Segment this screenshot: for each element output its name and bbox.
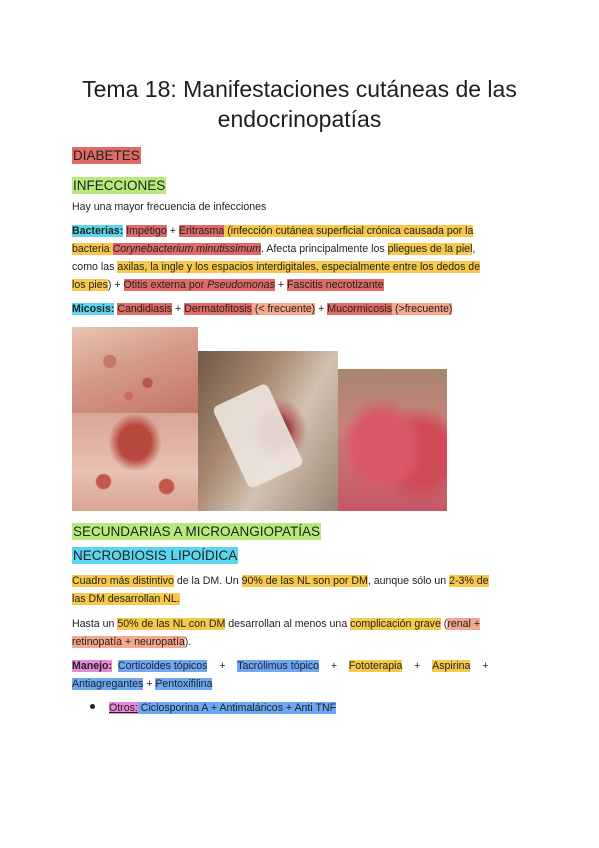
fifty-percent-text: 50% de las NL con DM [117,618,226,630]
eritrasma-desc-2: bacteria [72,243,113,255]
micosis-label: Micosis: [72,303,115,315]
aspirina-text: Aspirina [432,660,471,672]
serious-complication-text: complicación grave [350,618,441,630]
develop-text: desarrollan al menos una [225,618,351,630]
candidiasis-text: Candidiasis [117,303,173,315]
axilas-text: axilas, la ingle y los espacios interdigitales, especialmente entre los dedos de [117,261,481,273]
gauze-shape [212,383,304,490]
affects-text: . Afecta principalmente los [261,243,388,255]
less-frequent-text: (< frecuente) [251,303,316,315]
manejo-paragraph [72,657,527,693]
otros-label: Otros: [109,702,138,714]
more-frequent-text: (>frecuente) [392,303,453,315]
fascitis-text: Fascitis necrotizante [286,279,384,291]
heading-diabetes: DIABETES [73,148,140,163]
close-paren: ). [184,636,192,648]
manejo-label: Manejo: [72,660,113,672]
tacrolimus-text: Tacrólimus tópico [237,660,320,672]
fototerapia-text: Fototerapia [348,660,403,672]
otros-text: Ciclosporina A + Antimaláricos + Anti TNF [137,702,337,714]
heading-infecciones: INFECCIONES [73,178,166,193]
plus-sign: + [411,660,424,672]
two-three-percent-text: 2-3% de [449,575,489,587]
skin-infection-photo-2 [72,413,198,511]
necrobiosis-paragraph-2 [72,615,527,651]
los-pies-text: los pies [72,279,108,291]
antiagregantes-text: Antiagregantes [72,678,144,690]
plus-sign: + [315,303,328,315]
comma: , [472,243,476,255]
ninety-percent-text: 90% de las NL son por DM [241,575,368,587]
title-line-1: Tema 18: Manifestaciones cutáneas de las [82,76,517,102]
plus-sign: + [274,279,287,291]
bullet-point [90,704,95,709]
plus-sign: + [479,660,489,672]
pseudomonas-text: Pseudomonas [207,279,275,291]
renal-text: renal + [447,618,481,630]
skin-infection-photo-1 [72,327,198,413]
plus-sign: + [169,225,176,237]
plus-sign: + [143,678,156,690]
species-name: Corynebacterium minutissimum [112,243,261,255]
impetigo-text: Impétigo [126,225,167,237]
otros-item [109,699,564,717]
mucormicosis-text: Mucormicosis [327,303,393,315]
dm-text: de la DM. Un [173,575,242,587]
skin-infection-photo-4 [338,369,447,511]
retinopathy-text: retinopatía + neuropatía [72,636,185,648]
plus-sign: ) + [107,279,124,291]
dm-develop-nl-text: las DM desarrollan NL. [72,593,180,605]
otitis-text [124,279,275,291]
although-text: , aunque sólo un [367,575,450,587]
plus-sign: + [327,660,340,672]
pliegues-text: pliegues de la piel [387,243,473,255]
heading-necrobiosis: NECROBIOSIS LIPOÍDICA [73,548,238,563]
open-paren: ( [440,618,448,630]
distinctive-text: Cuadro más distintivo [72,575,174,587]
intro-paragraph: Hay una mayor frecuencia de infecciones [72,201,267,213]
plus-sign: + [172,303,185,315]
up-to-text: Hasta un [72,618,118,630]
pentoxifilina-text: Pentoxifilina [155,678,213,690]
necrobiosis-paragraph-1 [72,572,527,608]
micosis-paragraph [72,300,527,318]
eritrasma-desc: (infección cutánea superficial crónica causada por la [224,225,474,237]
corticoides-text: Corticoides tópicos [117,660,208,672]
skin-infection-photo-3 [198,351,338,511]
title-line-2: endocrinopatías [217,106,382,132]
otitis-label: Otitis externa por [123,279,208,291]
page-title [40,74,559,134]
heading-secundarias: SECUNDARIAS A MICROANGIOPATÍAS [73,524,321,539]
eritrasma-text: Eritrasma [178,225,225,237]
como-las-text: como las [72,261,118,273]
bacterias-label: Bacterias: [72,225,124,237]
dermatofitosis-text: Dermatofitosis [184,303,252,315]
plus-sign: + [216,660,229,672]
bacterias-paragraph [72,222,527,294]
